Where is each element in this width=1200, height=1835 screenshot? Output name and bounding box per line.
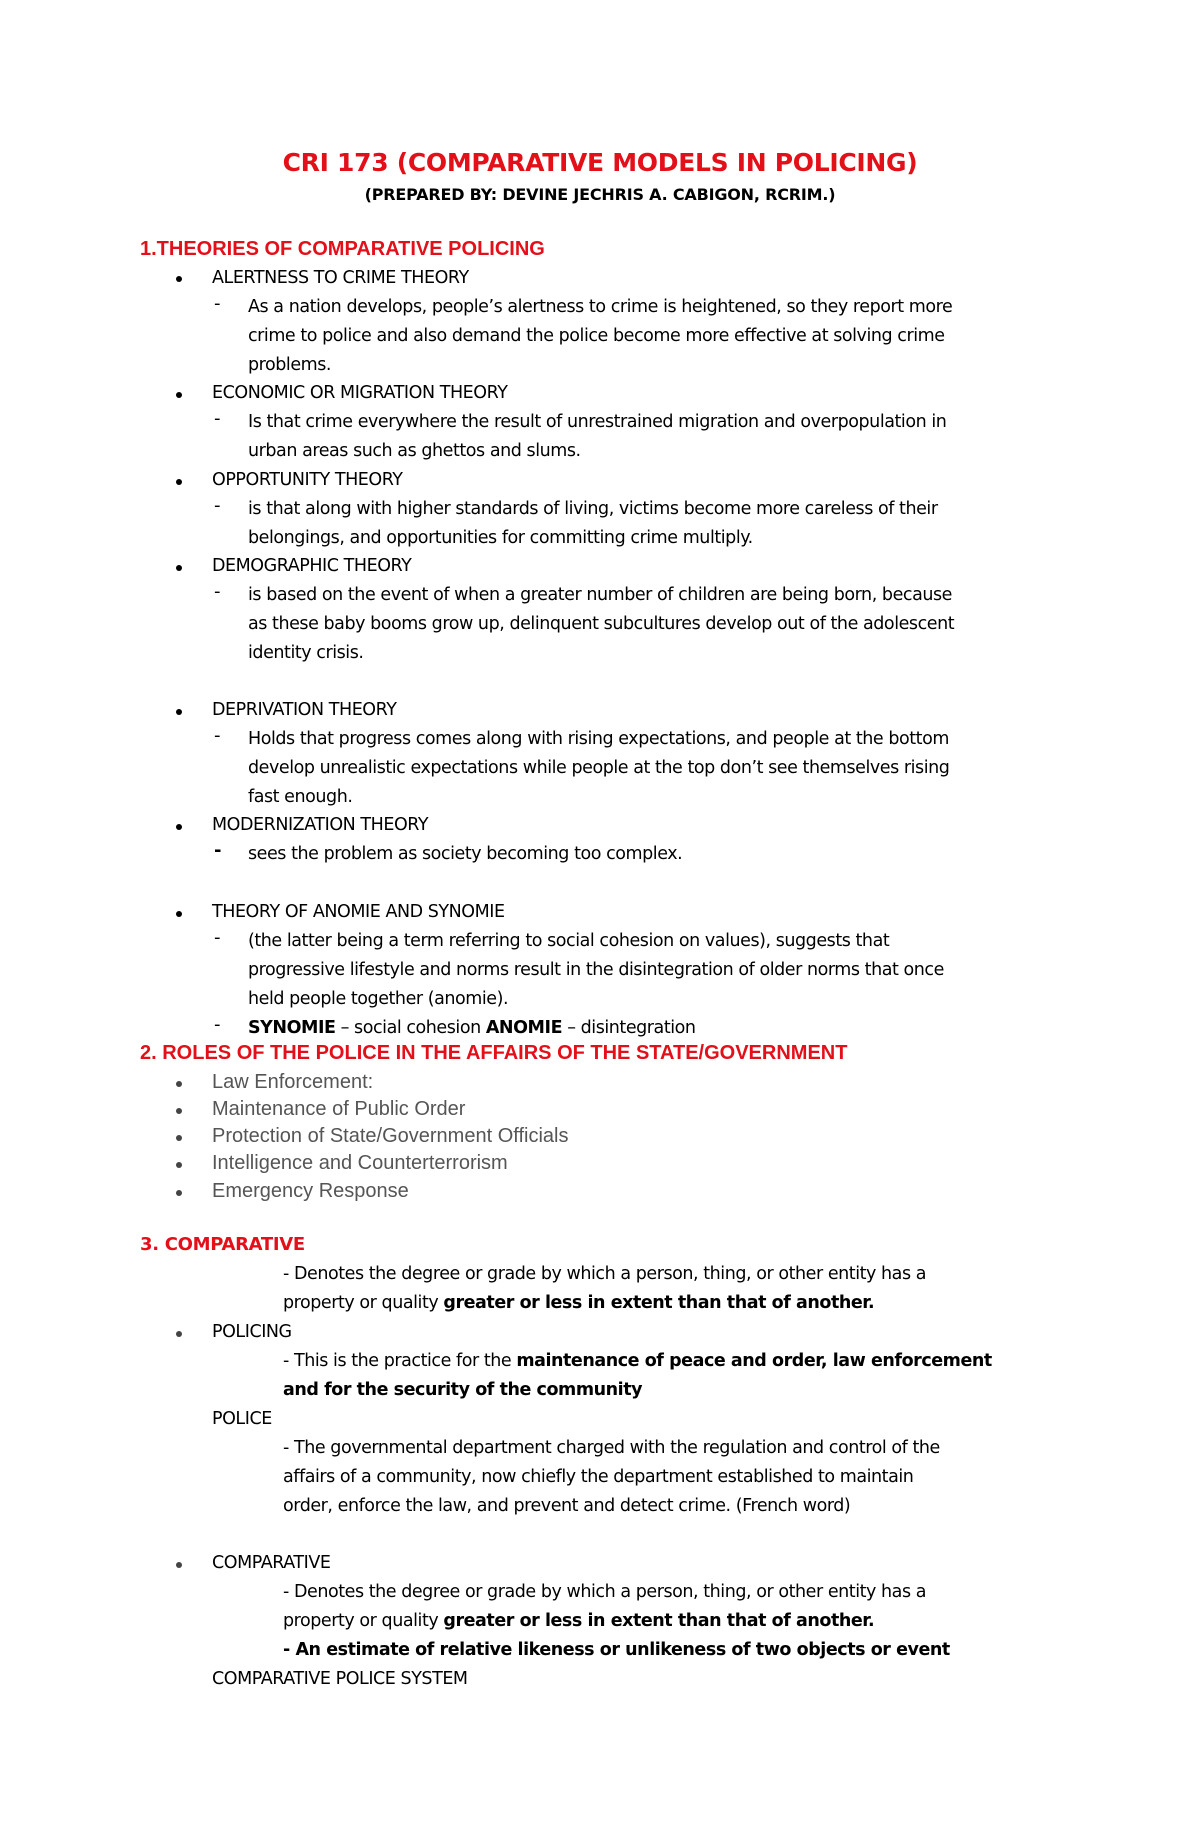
- theory-name: ECONOMIC OR MIGRATION THEORY: [212, 383, 508, 403]
- document-subtitle: (PREPARED BY: DEVINE JECHRIS A. CABIGON, RCRIM.): [364, 185, 836, 204]
- bold-text: greater or less in extent than that of another.: [443, 1611, 875, 1631]
- bullet-icon: [176, 392, 182, 398]
- dash-icon: -: [214, 293, 221, 314]
- bullet-icon: [176, 1108, 182, 1114]
- comparative-definition-line: - An estimate of relative likeness or unlikeness of two objects or event: [283, 1640, 950, 1660]
- plain-text: property or quality: [283, 1293, 444, 1313]
- dash-icon: -: [214, 840, 222, 861]
- theory-line: sees the problem as society becoming too complex.: [248, 844, 683, 864]
- police-definition-line: - The governmental department charged with the regulation and control of the: [283, 1438, 940, 1458]
- theory-line: crime to police and also demand the police become more effective at solving crime: [248, 326, 945, 346]
- bullet-icon: [176, 1331, 182, 1337]
- section-2-heading: 2. ROLES OF THE POLICE IN THE AFFAIRS OF THE STATE/GOVERNMENT: [140, 1042, 848, 1064]
- document-title: CRI 173 (COMPARATIVE MODELS IN POLICING): [282, 148, 918, 177]
- dash-icon: -: [214, 725, 221, 746]
- police-definition-line: affairs of a community, now chiefly the department established to maintain: [283, 1467, 914, 1487]
- synomie-label: SYNOMIE: [248, 1018, 336, 1038]
- policing-label: POLICING: [212, 1322, 292, 1342]
- theory-line: is based on the event of when a greater number of children are being born, because: [248, 585, 952, 605]
- policing-definition-line: [283, 1347, 992, 1376]
- comparative-label: COMPARATIVE: [212, 1553, 331, 1573]
- section-3-heading: 3. COMPARATIVE: [140, 1234, 305, 1255]
- section-1-heading: 1.THEORIES OF COMPARATIVE POLICING: [140, 238, 545, 260]
- role-item: Law Enforcement:: [212, 1071, 374, 1093]
- bullet-icon: [176, 1135, 182, 1141]
- plain-text: property or quality: [283, 1611, 444, 1631]
- synomie-definition: – social cohesion: [335, 1018, 486, 1038]
- role-item: Maintenance of Public Order: [212, 1098, 466, 1120]
- police-label: POLICE: [212, 1409, 272, 1429]
- synomie-anomie-line: [248, 1014, 696, 1043]
- theory-line: is that along with higher standards of living, victims become more careless of their: [248, 499, 938, 519]
- comparative-definition-line: [283, 1289, 874, 1318]
- bold-text: greater or less in extent than that of another.: [443, 1293, 875, 1313]
- anomie-definition: – disintegration: [562, 1018, 696, 1038]
- bold-text: maintenance of peace and order, law enforcement: [516, 1351, 992, 1371]
- theory-line: urban areas such as ghettos and slums.: [248, 441, 581, 461]
- anomie-label: ANOMIE: [485, 1018, 563, 1038]
- dash-icon: -: [214, 495, 221, 516]
- role-item: Emergency Response: [212, 1180, 409, 1202]
- theory-line: As a nation develops, people’s alertness to crime is heightened, so they report more: [248, 297, 953, 317]
- role-item: Intelligence and Counterterrorism: [212, 1152, 508, 1174]
- theory-name: THEORY OF ANOMIE AND SYNOMIE: [212, 902, 505, 922]
- theory-line: progressive lifestyle and norms result in the disintegration of older norms that once: [248, 960, 944, 980]
- police-definition-line: order, enforce the law, and prevent and detect crime. (French word): [283, 1496, 851, 1516]
- theory-line: Is that crime everywhere the result of unrestrained migration and overpopulation in: [248, 412, 947, 432]
- bullet-icon: [176, 709, 182, 715]
- bullet-icon: [176, 911, 182, 917]
- bullet-icon: [176, 1162, 182, 1168]
- bullet-icon: [176, 565, 182, 571]
- theory-name: DEMOGRAPHIC THEORY: [212, 556, 412, 576]
- comparative-definition-line: - Denotes the degree or grade by which a person, thing, or other entity has a: [283, 1582, 927, 1602]
- theory-line: develop unrealistic expectations while people at the top don’t see themselves rising: [248, 758, 950, 778]
- theory-line: belongings, and opportunities for committing crime multiply.: [248, 528, 753, 548]
- comparative-police-system-label: COMPARATIVE POLICE SYSTEM: [212, 1669, 468, 1689]
- theory-line: as these baby booms grow up, delinquent subcultures develop out of the adolescent: [248, 614, 955, 634]
- theory-name: ALERTNESS TO CRIME THEORY: [212, 268, 469, 288]
- role-item: Protection of State/Government Officials: [212, 1125, 569, 1147]
- theory-line: identity crisis.: [248, 643, 364, 663]
- theory-line: held people together (anomie).: [248, 989, 509, 1009]
- comparative-definition-line: - Denotes the degree or grade by which a person, thing, or other entity has a: [283, 1264, 927, 1284]
- bullet-icon: [176, 1081, 182, 1087]
- bullet-icon: [176, 276, 182, 282]
- theory-line: problems.: [248, 355, 332, 375]
- dash-icon: -: [214, 927, 221, 948]
- dash-icon: -: [214, 581, 221, 602]
- bullet-icon: [176, 1190, 182, 1196]
- theory-line: Holds that progress comes along with rising expectations, and people at the bottom: [248, 729, 949, 749]
- bullet-icon: [176, 1562, 182, 1568]
- theory-line: (the latter being a term referring to social cohesion on values), suggests that: [248, 931, 890, 951]
- plain-text: - This is the practice for the: [283, 1351, 517, 1371]
- theory-name: DEPRIVATION THEORY: [212, 700, 397, 720]
- theory-line: fast enough.: [248, 787, 353, 807]
- theory-name: MODERNIZATION THEORY: [212, 815, 429, 835]
- policing-definition-line: and for the security of the community: [283, 1380, 643, 1400]
- theory-name: OPPORTUNITY THEORY: [212, 470, 403, 490]
- bullet-icon: [176, 824, 182, 830]
- comparative-definition-line: [283, 1607, 874, 1636]
- dash-icon: -: [214, 408, 221, 429]
- bullet-icon: [176, 479, 182, 485]
- dash-icon: -: [214, 1014, 221, 1035]
